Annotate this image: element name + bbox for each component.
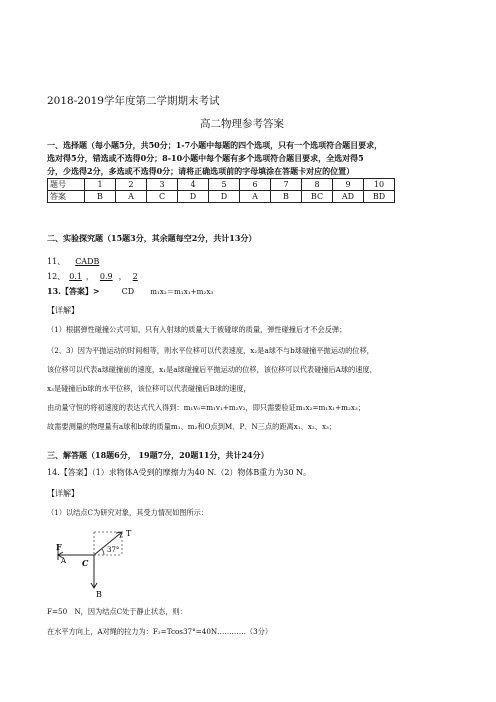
question-number: 9 (333, 179, 364, 191)
row-label-question: 题号 (48, 179, 85, 191)
question-number: 6 (240, 179, 271, 191)
question-number: 3 (147, 179, 178, 191)
page-subtitle: 高二物理参考答案 (200, 118, 284, 130)
answer-cell: BD (364, 191, 395, 203)
detail-paragraph: x₃是碰撞后b球的水平位移，该位移可以代表碰撞后B球的速度， (47, 384, 251, 393)
q13-answer-2: CD (121, 287, 135, 296)
q11-answer: CADB (75, 257, 100, 266)
section1-line3: 分，少选得2分，多选或不选得0分；请将正确选项前的字母填涂在答题卡对应的位置） (47, 166, 355, 176)
q13-answer-label: 13.【答案】> (47, 286, 100, 296)
answer-cell: A (240, 191, 271, 203)
detail-paragraph: （1）根据弹性碰撞公式可知，只有入射球的质量大于被碰球的质量，弹性碰撞后才不会反弹； (47, 325, 347, 334)
section1-heading: 一、选择题（每小题5分，共50分；1-7小题中每题的四个选项，只有一个选项符合题目要求， (47, 140, 383, 150)
detail-paragraph: 在水平方向上，A对绳的拉力为：F₂=Tcos37°=40N…………（3分） (47, 627, 273, 636)
detail-label: 【详解】 (47, 489, 79, 498)
question-number: 1 (85, 179, 116, 191)
row-label-answer: 答案 (48, 191, 85, 203)
detail-paragraph: 由动量守恒的将初速度的表达式代入得到：m₁v₀=m₁v₁+m₂v₂，即只需要验证m₁x₂=m₁x₁+m₂x₃； (47, 403, 365, 412)
question-number: 8 (302, 179, 333, 191)
section2-heading: 二、实验探究题（15题3分，其余题每空2分，共计13分） (47, 233, 257, 243)
label-t: T (126, 529, 132, 538)
q12-answer-3: 2 (132, 272, 138, 281)
q11-prefix: 11、 (47, 257, 66, 266)
question-number: 5 (209, 179, 240, 191)
answer-cell: A (116, 191, 147, 203)
q12-answer-1: 0.1 (69, 272, 82, 281)
label-c: C (82, 558, 89, 568)
answer-cell: C (147, 191, 178, 203)
answer-cell: B (85, 191, 116, 203)
answer-cell: D (178, 191, 209, 203)
table-row-answers (48, 191, 395, 203)
detail-paragraph: 该位移可以代表a球碰撞前的速度，x₁是a球碰撞后平抛运动的位移，该位移可以代表碰撞后A球的速度， (47, 365, 377, 374)
detail-label: 【详解】 (47, 306, 79, 315)
q13-line (47, 286, 213, 297)
answer-cell: BC (302, 191, 333, 203)
q11-line (47, 256, 109, 267)
q12-answer-2: 0.9 (99, 272, 113, 281)
q12-separator: ， (118, 272, 127, 281)
angle-label: 37° (107, 546, 120, 554)
detail-paragraph: （2、3）因为平抛运动的时间相等，则水平位移可以代表速度，x₂是a球不与b球碰撞平抛运动的位移， (47, 346, 374, 355)
table-row-questions (48, 179, 395, 191)
q12-line (47, 271, 144, 282)
detail-paragraph: F=50 N，因为结点C处于静止状态，则： (47, 607, 187, 616)
label-a: A (61, 557, 67, 565)
section3-heading: 三、解答题（18题6分， 19题7分，20题11分，共计24分） (47, 450, 269, 460)
answer-cell: AD (333, 191, 364, 203)
q14-answer: 14.【答案】（1）求物体A受到的摩擦力为40 N.（2）物体B重力为30 N。 (47, 468, 312, 477)
label-f: F (56, 542, 62, 552)
answer-cell: B (271, 191, 302, 203)
question-number: 10 (364, 179, 395, 191)
question-number: 2 (116, 179, 147, 191)
detail-paragraph: （1）以结点C为研究对象，其受力情况如图所示： (47, 508, 209, 517)
answer-table (47, 178, 395, 203)
detail-paragraph: 故需要测量的物理量有a球和b球的质量m₁、m₂和O点到M、P、N三点的距离x₁、x₂、x₃； (47, 422, 337, 431)
angle-arc (102, 549, 104, 555)
section1-line2: 选对得5分，错选或不选得0分；8-10小题中每个题有多个选项符合题目要求，全选对得5 (47, 153, 364, 163)
answer-cell: D (209, 191, 240, 203)
question-number: 7 (271, 179, 302, 191)
q13-answer-3: m₁x₂＝m₁x₁+m₂x₃ (150, 287, 214, 296)
label-b: B (96, 590, 102, 599)
exam-title: 2018-2019学年度第二学期期末考试 (47, 95, 220, 107)
q12-prefix: 12、 (47, 272, 66, 281)
force-diagram (52, 528, 162, 600)
question-number: 4 (178, 179, 209, 191)
q12-separator: ， (85, 272, 94, 281)
